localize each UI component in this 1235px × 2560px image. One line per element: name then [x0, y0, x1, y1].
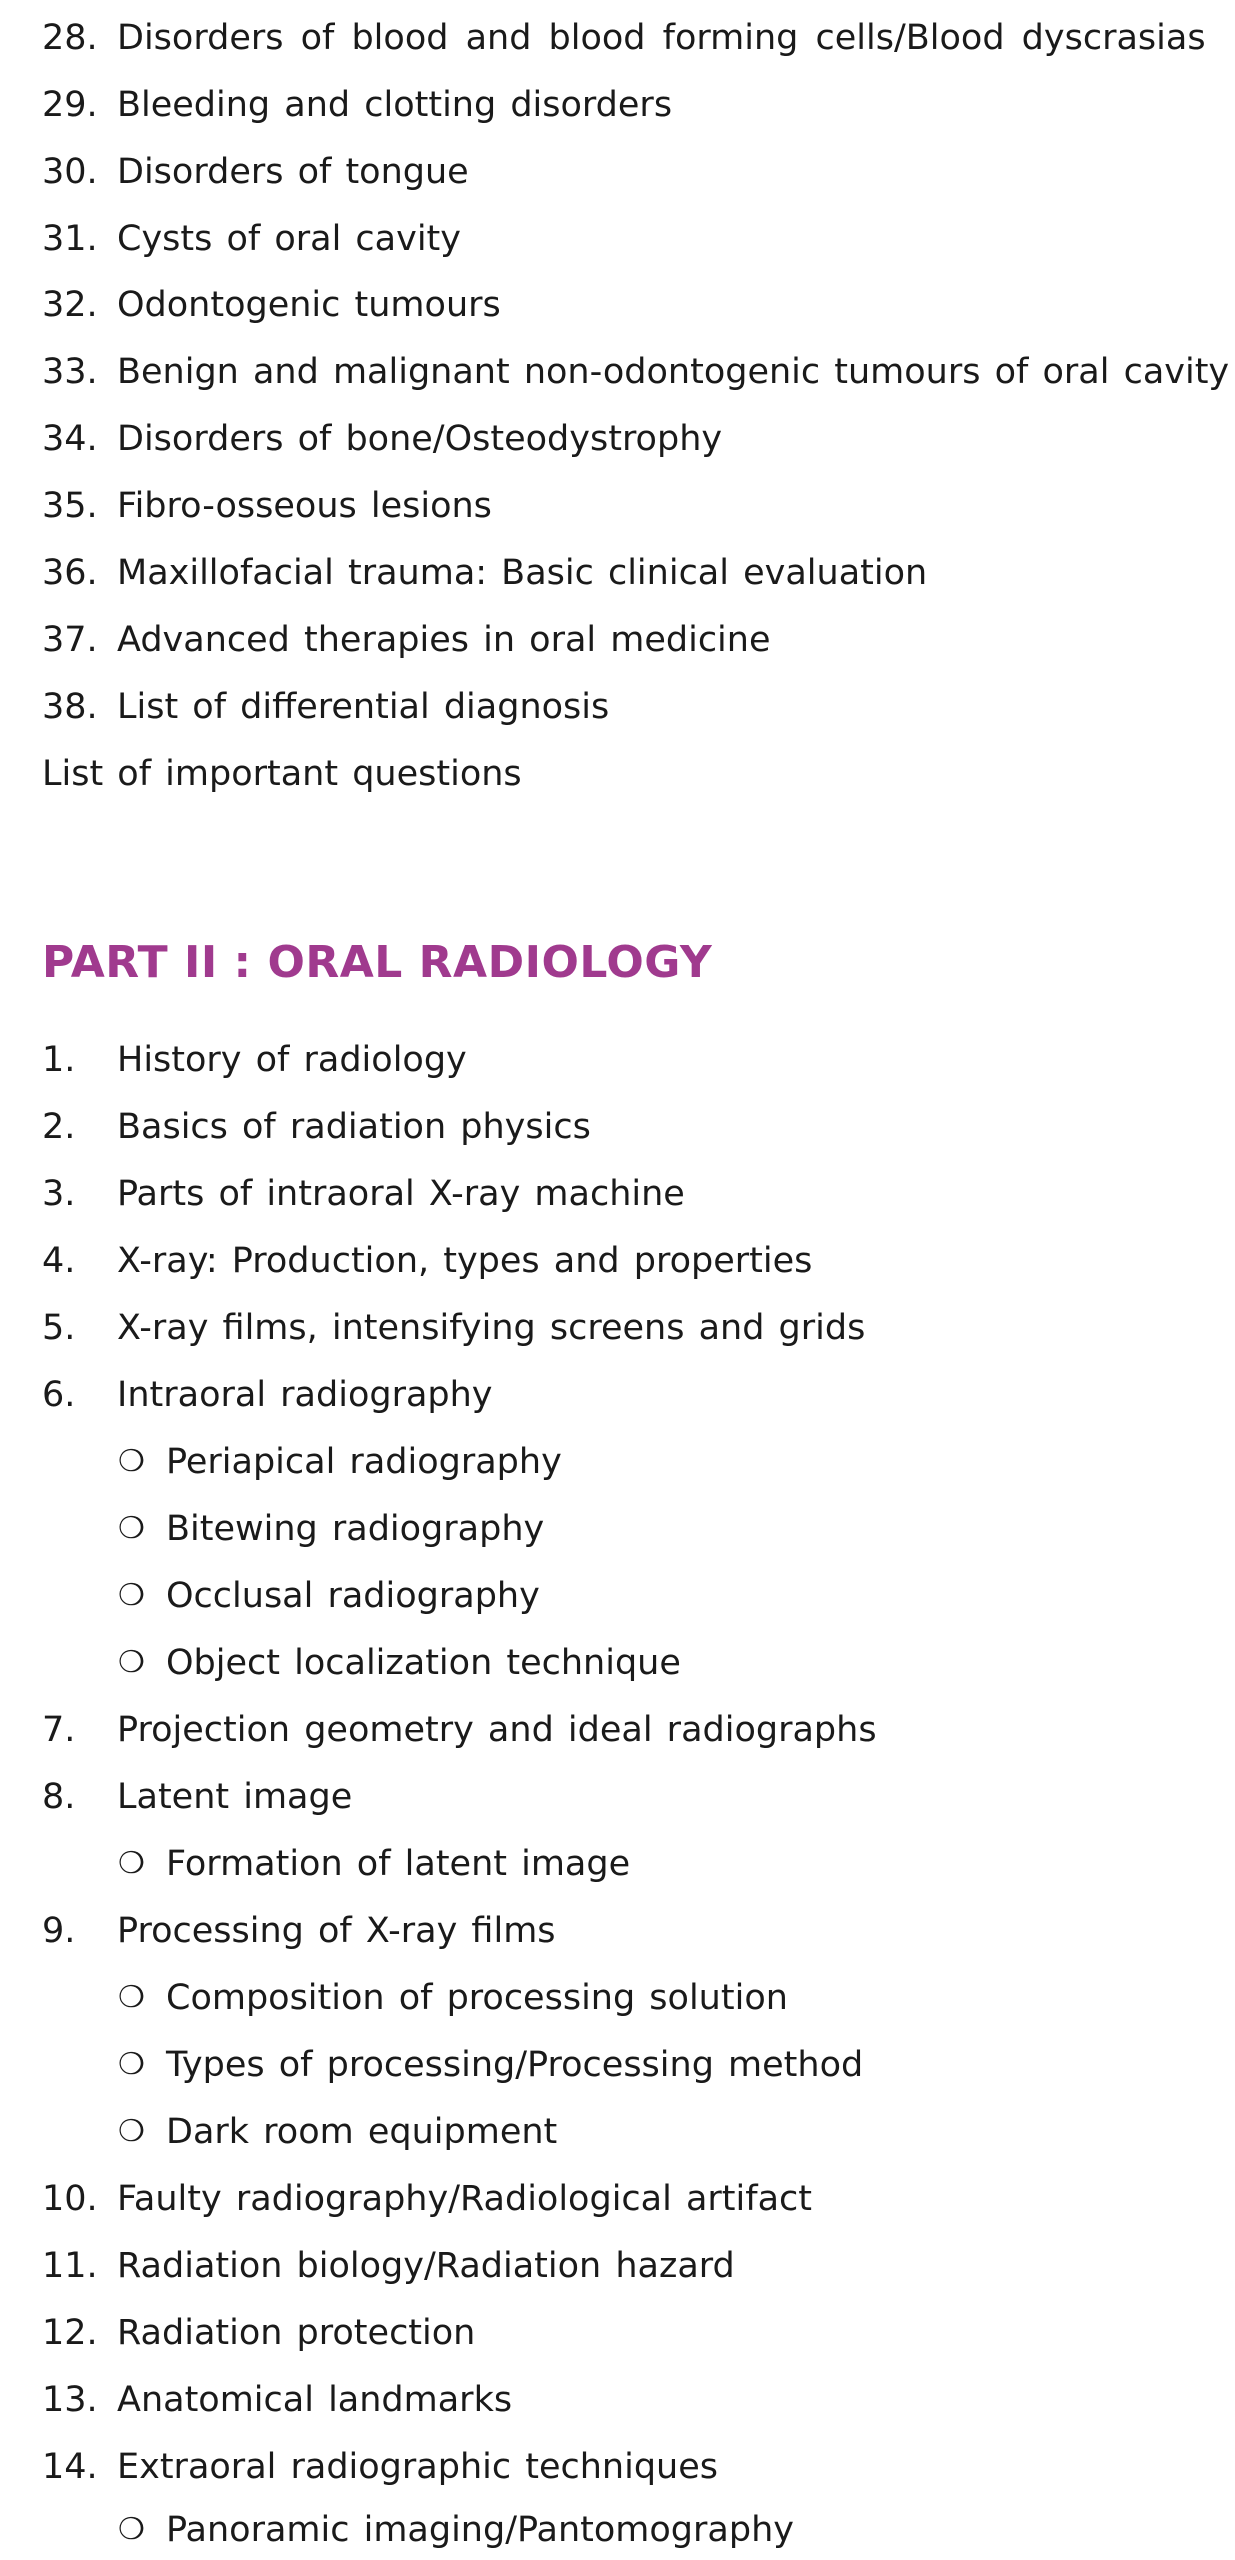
item-text: History of radiology — [117, 1040, 467, 1080]
circle-bullet-icon: ❍ — [118, 2047, 145, 2082]
item-number: 33. — [42, 352, 98, 392]
item-number: 3. — [42, 1174, 76, 1214]
sub-item-text: Panoramic imaging/Pantomography — [166, 2510, 794, 2550]
circle-bullet-icon: ❍ — [118, 1645, 145, 1680]
item-text: Maxillofacial trauma: Basic clinical evaluation — [117, 553, 928, 593]
sub-item-text: Occlusal radiography — [166, 1576, 540, 1616]
item-text: Latent image — [117, 1777, 353, 1817]
item-text: Basics of radiation physics — [117, 1107, 591, 1147]
item-text: Intraoral radiography — [117, 1375, 493, 1415]
sub-item-text: Object localization technique — [166, 1643, 681, 1683]
item-text: Bleeding and clotting disorders — [117, 85, 673, 125]
item-text: List of differential diagnosis — [117, 687, 610, 727]
item-text: Parts of intraoral X-ray machine — [117, 1174, 685, 1214]
part-title: PART II : ORAL RADIOLOGY — [42, 937, 713, 988]
item-text: Disorders of bone/Osteodystrophy — [117, 419, 723, 459]
item-text: Processing of X-ray films — [117, 1911, 556, 1951]
item-number: 4. — [42, 1241, 76, 1281]
item-number: 9. — [42, 1911, 76, 1951]
item-number: 10. — [42, 2179, 98, 2219]
item-number: 13. — [42, 2380, 98, 2420]
item-text: Cysts of oral cavity — [117, 219, 461, 259]
item-text: X-ray films, intensifying screens and grids — [117, 1308, 866, 1348]
item-number: 11. — [42, 2246, 98, 2286]
item-text: Extraoral radiographic techniques — [117, 2447, 718, 2487]
circle-bullet-icon: ❍ — [118, 1511, 145, 1546]
circle-bullet-icon: ❍ — [118, 1578, 145, 1613]
item-number: 1. — [42, 1040, 76, 1080]
item-number: 5. — [42, 1308, 76, 1348]
item-text: Odontogenic tumours — [117, 285, 501, 325]
item-number: 6. — [42, 1375, 76, 1415]
item-text: Projection geometry and ideal radiographs — [117, 1710, 877, 1750]
item-number: 14. — [42, 2447, 98, 2487]
circle-bullet-icon: ❍ — [118, 1980, 145, 2015]
item-text: Anatomical landmarks — [117, 2380, 513, 2420]
item-number: 28. — [42, 18, 98, 58]
item-text: Disorders of blood and blood forming cells/Blood dyscrasias — [117, 18, 1206, 58]
item-number: 35. — [42, 486, 98, 526]
item-number: 30. — [42, 152, 98, 192]
circle-bullet-icon: ❍ — [118, 1444, 145, 1479]
sub-item-text: Types of processing/Processing method — [166, 2045, 864, 2085]
item-number: 8. — [42, 1777, 76, 1817]
circle-bullet-icon: ❍ — [118, 2512, 145, 2547]
item-number: 36. — [42, 553, 98, 593]
item-number: 7. — [42, 1710, 76, 1750]
sub-item-text: Formation of latent image — [166, 1844, 631, 1884]
item-text: X-ray: Production, types and properties — [117, 1241, 813, 1281]
item-number: 2. — [42, 1107, 76, 1147]
sub-item-text: Bitewing radiography — [166, 1509, 545, 1549]
sub-item-text: Dark room equipment — [166, 2112, 558, 2152]
item-text: Disorders of tongue — [117, 152, 469, 192]
item-number: 32. — [42, 285, 98, 325]
item-number: 37. — [42, 620, 98, 660]
item-text: Advanced therapies in oral medicine — [117, 620, 771, 660]
item-text: Benign and malignant non-odontogenic tumours of oral cavity — [117, 352, 1230, 392]
item-text: Fibro-osseous lesions — [117, 486, 492, 526]
circle-bullet-icon: ❍ — [118, 2114, 145, 2149]
item-text: Radiation protection — [117, 2313, 476, 2353]
item-number: 34. — [42, 419, 98, 459]
questions-text: List of important questions — [42, 754, 522, 794]
item-number: 12. — [42, 2313, 98, 2353]
item-text: Radiation biology/Radiation hazard — [117, 2246, 735, 2286]
item-number: 29. — [42, 85, 98, 125]
sub-item-text: Periapical radiography — [166, 1442, 562, 1482]
item-text: Faulty radiography/Radiological artifact — [117, 2179, 812, 2219]
circle-bullet-icon: ❍ — [118, 1846, 145, 1881]
item-number: 38. — [42, 687, 98, 727]
item-number: 31. — [42, 219, 98, 259]
sub-item-text: Composition of processing solution — [166, 1978, 788, 2018]
